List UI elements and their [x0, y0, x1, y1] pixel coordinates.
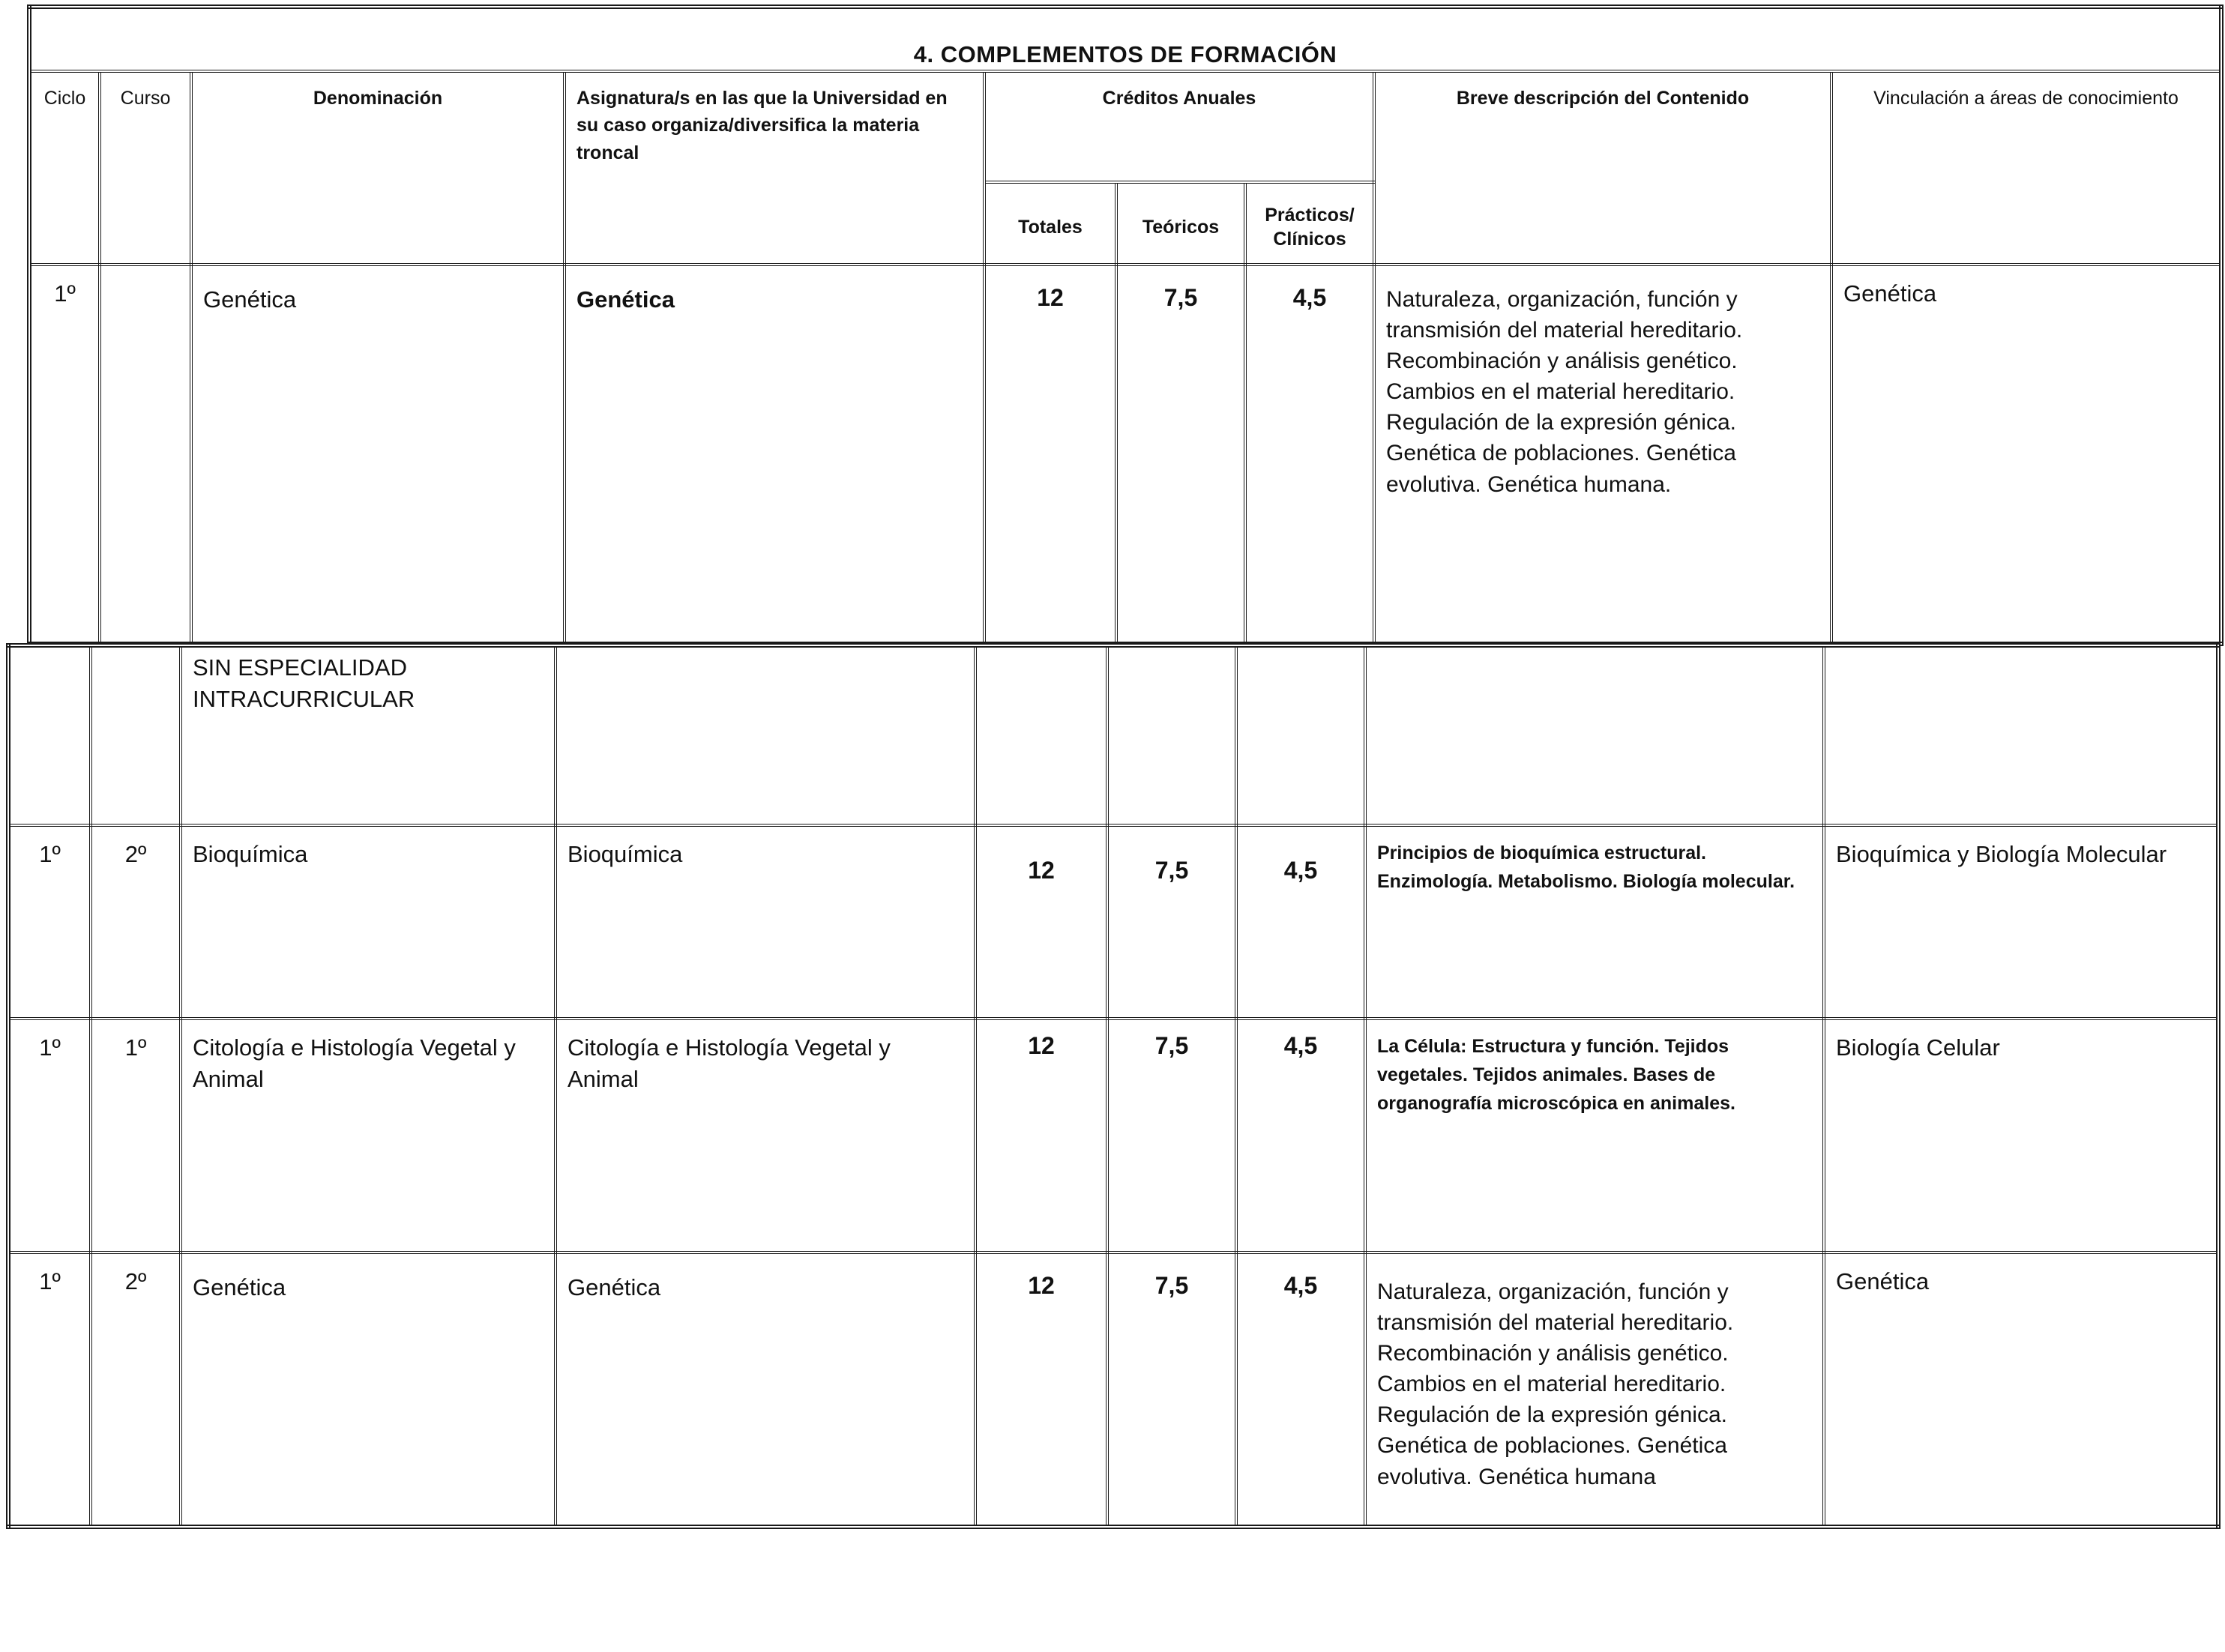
cell-totales: 12: [975, 1019, 1107, 1252]
header-vinculacion: Vinculación a áreas de conocimiento: [1831, 71, 2221, 265]
cell-practicos: 4,5: [1236, 1252, 1365, 1527]
table-row: [29, 265, 2221, 644]
cell-ciclo: 1º: [8, 1252, 91, 1527]
header-ciclo: Ciclo: [29, 71, 100, 265]
cell-denominacion: Genética: [181, 1252, 556, 1527]
header-practicos: Prácticos/ Clínicos: [1245, 182, 1374, 265]
cell-asignatura: Citología e Histología Vegetal y Animal: [556, 1019, 975, 1252]
cell-practicos: 4,5: [1236, 825, 1365, 1019]
page-title: 4. COMPLEMENTOS DE FORMACIÓN: [29, 7, 2221, 71]
cell-vinculacion: Bioquímica y Biología Molecular: [1824, 825, 2218, 1019]
header-asignaturas: Asignatura/s en las que la Universidad en su caso organiza/diversifica la materia troncal: [564, 71, 984, 265]
cell-vinculacion: Genética: [1824, 1252, 2218, 1527]
cell-denominacion: Genética: [191, 265, 564, 644]
cell-totales: 12: [975, 1252, 1107, 1527]
cell-teoricos: 7,5: [1107, 1019, 1236, 1252]
cell-descripcion: La Célula: Estructura y función. Tejidos vegetales. Tejidos animales. Bases de organografía microscópica en animales.: [1365, 1019, 1824, 1252]
cell-teoricos: 7,5: [1116, 265, 1245, 644]
cell-curso: [100, 265, 191, 644]
cell-teoricos: 7,5: [1107, 825, 1236, 1019]
table-row: [8, 1252, 2218, 1527]
header-curso: Curso: [100, 71, 191, 265]
cell-descripcion: Naturaleza, organización, función y transmisión del material hereditario. Recombinación y análisis genético. Cambios en el material hereditario. Regulación de la expresión génica. Genética de poblaciones. Genética evolutiva. Genética humana.: [1374, 265, 1831, 644]
complementos-table-bottom: [6, 643, 2221, 1529]
cell-vinculacion: Genética: [1831, 265, 2221, 644]
section-row: [8, 645, 2218, 825]
cell-teoricos: 7,5: [1107, 1252, 1236, 1527]
cell-curso: 2º: [91, 825, 181, 1019]
header-creditos-anuales: Créditos Anuales: [984, 71, 1374, 182]
table-row: [8, 1019, 2218, 1252]
cell-asignatura: Genética: [564, 265, 984, 644]
header-descripcion: Breve descripción del Contenido: [1374, 71, 1831, 265]
cell-totales: 12: [984, 265, 1116, 644]
cell-practicos: 4,5: [1245, 265, 1374, 644]
cell-practicos: 4,5: [1236, 1019, 1365, 1252]
cell-descripcion: Principios de bioquímica estructural. Enzimología. Metabolismo. Biología molecular.: [1365, 825, 1824, 1019]
header-teoricos: Teóricos: [1116, 182, 1245, 265]
cell-asignatura: Genética: [556, 1252, 975, 1527]
cell-ciclo: 1º: [8, 1019, 91, 1252]
cell-denominacion: Bioquímica: [181, 825, 556, 1019]
cell-descripcion: Naturaleza, organización, función y transmisión del material hereditario. Recombinación y análisis genético. Cambios en el material hereditario. Regulación de la expresión génica. Genética de poblaciones. Genética evolutiva. Genética humana: [1365, 1252, 1824, 1527]
cell-ciclo: 1º: [29, 265, 100, 644]
cell-denominacion: Citología e Histología Vegetal y Animal: [181, 1019, 556, 1252]
header-totales: Totales: [984, 182, 1116, 265]
section-label: SIN ESPECIALIDAD INTRACURRICULAR: [181, 645, 556, 825]
cell-vinculacion: Biología Celular: [1824, 1019, 2218, 1252]
cell-ciclo: 1º: [8, 825, 91, 1019]
complementos-table-top: [27, 4, 2224, 646]
cell-curso: 1º: [91, 1019, 181, 1252]
cell-curso: 2º: [91, 1252, 181, 1527]
cell-totales: 12: [975, 825, 1107, 1019]
header-denominacion: Denominación: [191, 71, 564, 265]
cell-asignatura: Bioquímica: [556, 825, 975, 1019]
table-row: [8, 825, 2218, 1019]
